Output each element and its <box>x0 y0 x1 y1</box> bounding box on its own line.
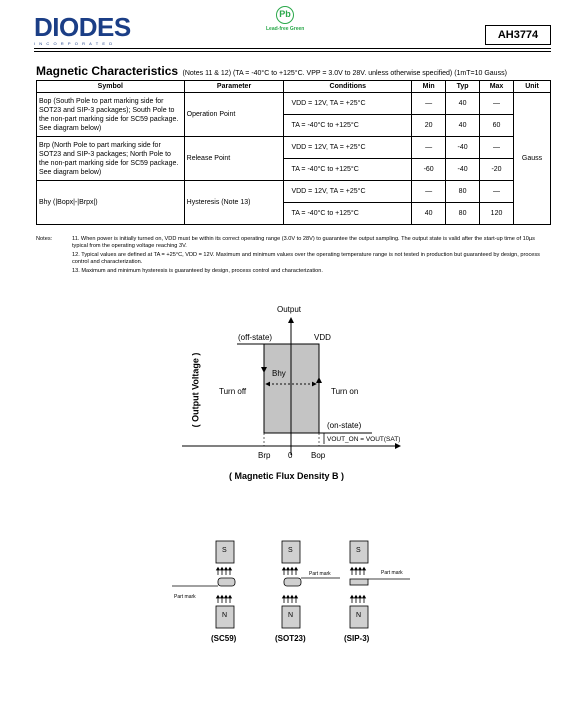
section-subtitle: (Notes 11 & 12) (TA = -40°C to +125°C. VPP = 3.0V to 28V. unless otherwise specified) (1mT=10 Gauss) <box>182 70 507 77</box>
bop-tick: Bop <box>311 451 326 460</box>
sot23-s-label: S <box>288 547 293 554</box>
sot23-part-mark-label: Part mark <box>309 571 331 577</box>
symbol-cell: Bhy (|Bopx|-|Brpx|) <box>37 181 185 225</box>
part-number: AH3774 <box>485 25 551 45</box>
note-12: 12. Typical values are defined at TA = +25°C, VDD = 12V. Maximum and minimum values over the operating temperature range is not tested in production but guaranteed by design, process control and characterization. <box>72 252 540 265</box>
on-state-label: (on-state) <box>327 421 362 430</box>
x-axis-label: ( Magnetic Flux Density B ) <box>229 471 345 481</box>
conditions-cell: VDD = 12V, TA = +25°C <box>284 137 412 159</box>
min-cell: — <box>412 137 446 159</box>
sc59-n-label: N <box>222 612 228 619</box>
note-13: 13. Maximum and minimum hysteresis is guaranteed by design, process control and characterization. <box>72 268 323 274</box>
col-header: Typ <box>446 81 480 93</box>
logo-subtext: INCORPORATED <box>34 41 117 46</box>
zero-tick: 0 <box>288 451 293 460</box>
min-cell: 20 <box>412 115 446 137</box>
logo-text: DIODES <box>34 12 131 42</box>
col-header: Conditions <box>284 81 412 93</box>
symbol-cell: Bop (South Pole to part marking side for SOT23 and SIP-3 packages); South Pole to the non-part marking side for SC59 package. See diagram below) <box>37 93 185 137</box>
sot23-n-label: N <box>288 612 294 619</box>
off-state-label: (off-state) <box>238 333 273 342</box>
output-label: Output <box>277 305 302 314</box>
symbol-cell: Brp (North Pole to part marking side for SOT23 and SIP-3 packages; North Pole to the non-part marking side for SC59 package. See diagram below) <box>37 137 185 181</box>
typ-cell: -40 <box>446 137 480 159</box>
sip3-part-mark-label: Part mark <box>381 570 403 576</box>
conditions-cell: VDD = 12V, TA = +25°C <box>284 181 412 203</box>
sot23-name: (SOT23) <box>275 634 306 643</box>
sip3-name: (SIP-3) <box>344 634 370 643</box>
min-cell: -60 <box>412 159 446 181</box>
lead-free-icon: Pb <box>276 6 294 24</box>
sc59-name: (SC59) <box>211 634 237 643</box>
turn-on-label: Turn on <box>331 387 359 396</box>
parameter-cell: Operation Point <box>184 93 284 137</box>
conditions-cell: TA = -40°C to +125°C <box>284 115 412 137</box>
min-cell: 40 <box>412 203 446 225</box>
sc59-s-label: S <box>222 547 227 554</box>
conditions-cell: VDD = 12V, TA = +25°C <box>284 93 412 115</box>
sip3-s-label: S <box>356 547 361 554</box>
sot23-chip <box>284 578 301 586</box>
vout-on-label: VOUT_ON = VOUT(SAT) <box>327 436 401 443</box>
parameter-cell: Release Point <box>184 137 284 181</box>
col-header: Symbol <box>37 81 185 93</box>
max-cell: 120 <box>480 203 514 225</box>
max-cell: — <box>480 181 514 203</box>
brp-tick: Brp <box>258 451 271 460</box>
lead-free-caption: Lead-free Green <box>266 26 305 32</box>
min-cell: — <box>412 93 446 115</box>
typ-cell: 80 <box>446 203 480 225</box>
max-cell: 60 <box>480 115 514 137</box>
parameter-cell: Hysteresis (Note 13) <box>184 181 284 225</box>
typ-cell: -40 <box>446 159 480 181</box>
sc59-chip <box>218 578 235 586</box>
max-cell: -20 <box>480 159 514 181</box>
section-title-text: Magnetic Characteristics <box>36 64 179 78</box>
unit-cell: Gauss <box>513 93 550 225</box>
bhy-label: Bhy <box>272 369 286 378</box>
col-header: Parameter <box>184 81 284 93</box>
typ-cell: 40 <box>446 115 480 137</box>
y-axis-label: ( Output Voltage ) <box>190 352 201 428</box>
max-cell: — <box>480 137 514 159</box>
sip3-n-label: N <box>356 612 362 619</box>
col-header: Unit <box>513 81 550 93</box>
sip3-chip <box>350 579 368 585</box>
min-cell: — <box>412 181 446 203</box>
col-header: Min <box>412 81 446 93</box>
sc59-part-mark-label: Part mark <box>174 594 196 600</box>
notes-label: Notes: <box>36 236 53 242</box>
vdd-label: VDD <box>314 333 331 342</box>
typ-cell: 80 <box>446 181 480 203</box>
conditions-cell: TA = -40°C to +125°C <box>284 203 412 225</box>
note-11: 11. When power is initially turned on, VDD must be within its correct operating range (3.0V to 28V) to guarantee the output sampling. The output state is valid after the start-up time of 10µs typical from the operating voltage reaching 3V. <box>72 236 535 249</box>
typ-cell: 40 <box>446 93 480 115</box>
max-cell: — <box>480 93 514 115</box>
col-header: Max <box>480 81 514 93</box>
turn-off-label: Turn off <box>219 387 247 396</box>
conditions-cell: TA = -40°C to +125°C <box>284 159 412 181</box>
